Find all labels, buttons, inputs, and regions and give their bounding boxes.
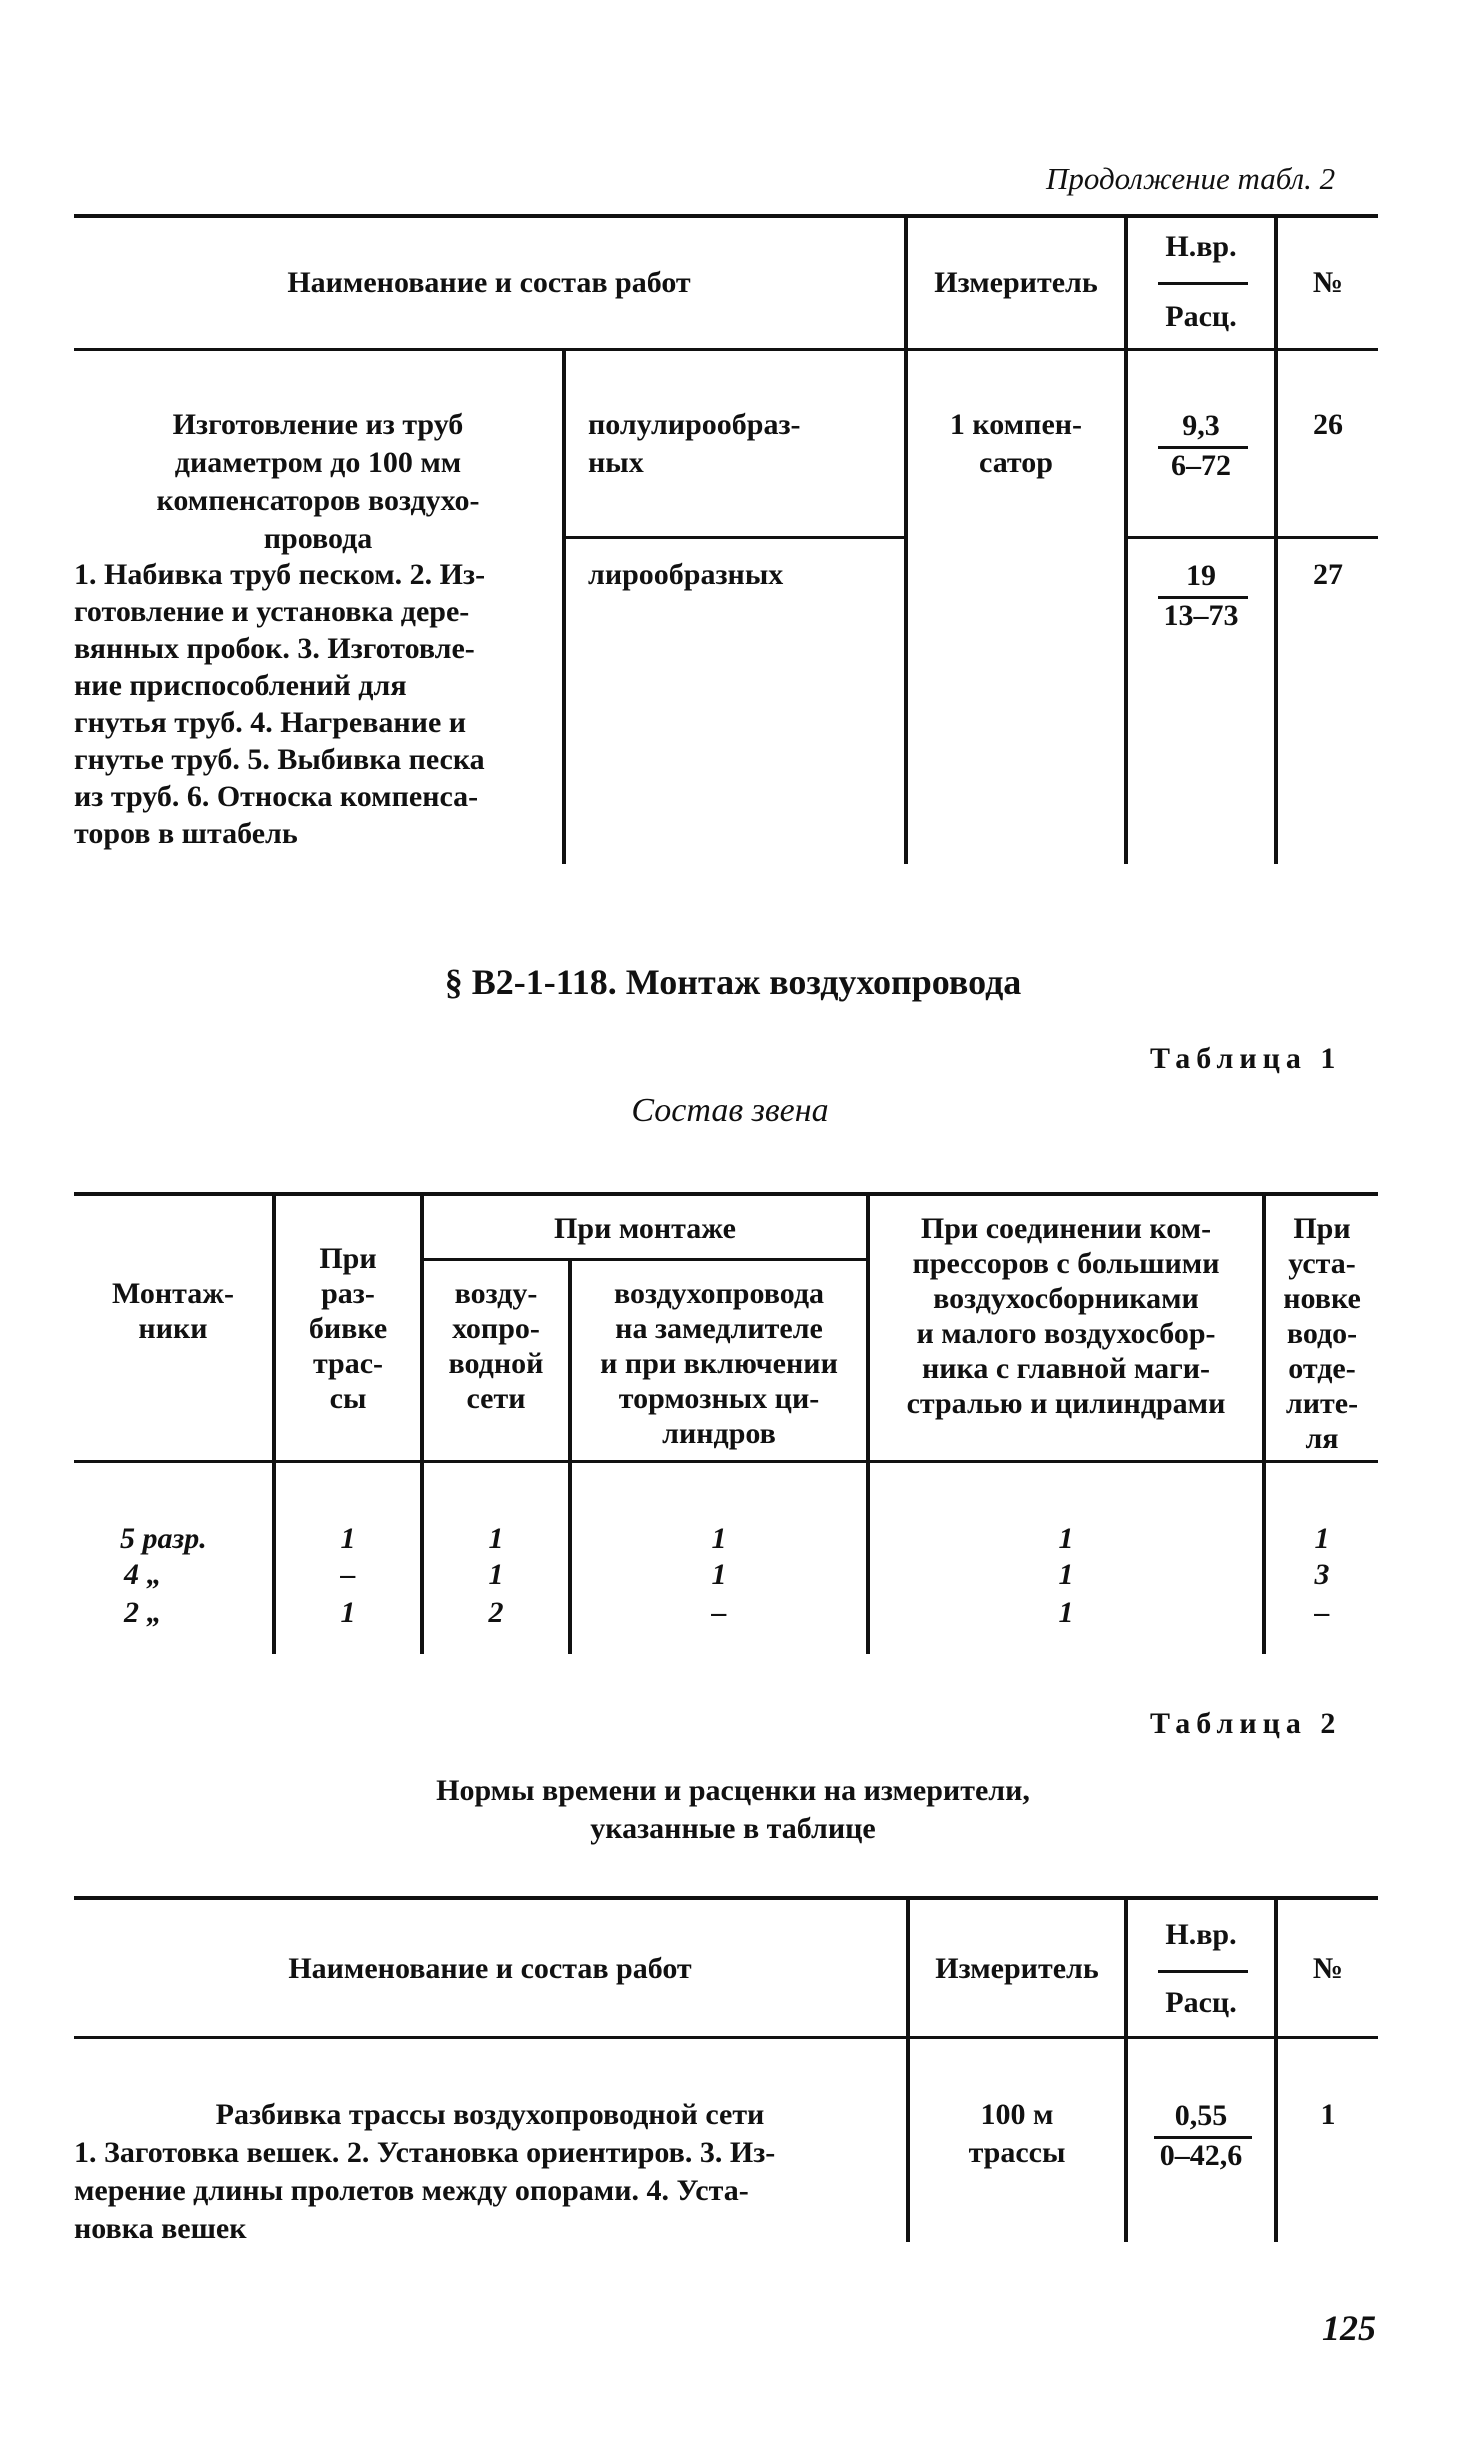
t2-row-rasc: 0–42,6	[1159, 2139, 1243, 2172]
t1-row1-c1: 1	[340, 1522, 356, 1555]
t1-header-airnet-4: сети	[466, 1382, 526, 1415]
t1-header-separator-2: уста-	[1288, 1247, 1356, 1280]
table2-caption-2: указанные в таблице	[590, 1812, 876, 1845]
header-num: №	[1312, 266, 1344, 299]
t1-header-separator-5: отде-	[1288, 1352, 1356, 1385]
t1-row2-c5: 3	[1314, 1558, 1330, 1591]
t2-header-measure: Измеритель	[935, 1952, 1099, 1985]
nvr-row1: 9,3	[1182, 409, 1220, 442]
t2-row-desc-2: мерение длины пролетов между опорами. 4. Уста-	[74, 2174, 749, 2207]
t1-header-separator-6: лите-	[1285, 1387, 1359, 1420]
t1-row2-c3: 1	[711, 1558, 727, 1591]
table2-label: Таблица 2	[1150, 1707, 1342, 1740]
t1-row1-c4: 1	[1058, 1522, 1074, 1555]
header-name: Наименование и состав работ	[287, 266, 691, 299]
table1-caption: Состав звена	[631, 1092, 829, 1129]
type-row2-line1: лирообразных	[588, 558, 784, 591]
page-number: 125	[1322, 2308, 1376, 2348]
section-title: § В2-1-118. Монтаж воздухопровода	[444, 962, 1022, 1002]
work-title-2: диаметром до 100 мм	[174, 446, 462, 479]
num-row2: 27	[1313, 558, 1343, 591]
t1-row3-c3: –	[711, 1596, 727, 1629]
table2-caption-1: Нормы времени и расценки на измерители,	[436, 1774, 1030, 1807]
t1-header-installers-2: ники	[138, 1312, 208, 1345]
rasc-row2: 13–73	[1163, 599, 1239, 632]
t2-row-measure-1: 100 м	[980, 2098, 1054, 2131]
work-desc-7: из труб. 6. Относка компенса-	[74, 780, 479, 813]
t1-header-compressors-4: и малого воздухосбор-	[916, 1317, 1216, 1350]
t1-row3-c2: 2	[488, 1596, 504, 1629]
measure-line2: сатор	[979, 446, 1053, 479]
t1-header-installers-1: Монтаж-	[111, 1277, 235, 1310]
t1-header-airbrake-5: линдров	[662, 1417, 776, 1450]
t1-row1-c3: 1	[711, 1522, 727, 1555]
t1-header-airnet-1: возду-	[454, 1277, 538, 1310]
t1-header-separator-3: новке	[1283, 1282, 1361, 1315]
t1-row3-c4: 1	[1058, 1596, 1074, 1629]
t1-header-mounting: При монтаже	[554, 1212, 736, 1245]
t2-row-num: 1	[1320, 2098, 1336, 2131]
t2-header-name: Наименование и состав работ	[288, 1952, 692, 1985]
t1-header-airbrake-2: на замедлителе	[615, 1312, 823, 1345]
t1-header-layout-3: бивке	[308, 1312, 388, 1345]
t2-row-desc-3: новка вешек	[74, 2212, 247, 2245]
t2-header-rasc: Расц.	[1165, 1986, 1237, 2019]
t1-header-airbrake-4: тормозных ци-	[618, 1382, 820, 1415]
t1-header-compressors-2: прессоров с большими	[912, 1247, 1220, 1280]
t1-header-airnet-3: водной	[448, 1347, 544, 1380]
work-desc-4: ние приспособлений для	[74, 669, 407, 702]
work-title-4: провода	[263, 522, 373, 555]
continuation-label: Продолжение табл. 2	[1046, 161, 1336, 196]
work-desc-5: гнутья труб. 4. Нагревание и	[74, 706, 467, 739]
t2-row-nvr: 0,55	[1174, 2099, 1228, 2132]
type-row1-line2: ных	[588, 446, 644, 479]
t2-row-measure-2: трассы	[968, 2136, 1066, 2169]
t1-row3-grade: 2 „	[124, 1596, 162, 1629]
work-title-1: Изготовление из труб	[172, 408, 464, 441]
work-title-3: компенсаторов воздухо-	[156, 484, 480, 517]
rasc-row1: 6–72	[1171, 449, 1231, 482]
measure-line1: 1 компен-	[949, 408, 1083, 441]
t1-row1-c5: 1	[1314, 1522, 1330, 1555]
t2-header-nvr: Н.вр.	[1165, 1918, 1237, 1951]
work-desc-3: вянных пробок. 3. Изготовле-	[74, 632, 475, 665]
work-desc-2: готовление и установка дере-	[74, 595, 470, 628]
work-desc-1: 1. Набивка труб песком. 2. Из-	[74, 558, 486, 591]
t1-row3-c5: –	[1314, 1596, 1330, 1629]
t1-row2-c4: 1	[1058, 1558, 1074, 1591]
t1-header-layout-4: трас-	[312, 1347, 384, 1380]
nvr-row2: 19	[1186, 559, 1216, 592]
num-row1: 26	[1313, 408, 1343, 441]
t1-header-airbrake-1: воздухопровода	[613, 1277, 825, 1310]
t1-header-separator-4: водо-	[1286, 1317, 1358, 1350]
t1-header-layout-5: сы	[329, 1382, 367, 1415]
t1-row3-c1: 1	[340, 1596, 356, 1629]
t1-header-compressors-6: стралью и цилиндрами	[906, 1387, 1226, 1420]
t1-header-airnet-2: хопро-	[452, 1312, 540, 1345]
t1-header-compressors-1: При соединении ком-	[920, 1212, 1212, 1245]
t1-header-separator-7: ля	[1305, 1422, 1339, 1455]
t1-header-layout-2: раз-	[321, 1277, 375, 1310]
t1-header-layout-1: При	[319, 1242, 377, 1275]
t1-header-airbrake-3: и при включении	[600, 1347, 838, 1380]
work-desc-8: торов в штабель	[74, 817, 298, 850]
t1-row1-c2: 1	[488, 1522, 504, 1555]
t2-row-title: Разбивка трассы воздухопроводной сети	[215, 2098, 765, 2131]
table1-label: Таблица 1	[1150, 1042, 1342, 1075]
t2-row-desc-1: 1. Заготовка вешек. 2. Установка ориентиров. 3. Из-	[74, 2136, 776, 2169]
t1-row2-c2: 1	[488, 1558, 504, 1591]
header-measure: Измеритель	[934, 266, 1098, 299]
t1-header-compressors-5: ника с главной маги-	[921, 1352, 1211, 1385]
header-rasc: Расц.	[1165, 300, 1237, 333]
header-nvr: Н.вр.	[1165, 230, 1237, 263]
t2-header-num: №	[1312, 1952, 1344, 1985]
t1-header-compressors-3: воздухосборниками	[933, 1282, 1199, 1315]
t1-row1-grade: 5 разр.	[120, 1522, 207, 1555]
t1-header-separator-1: При	[1293, 1212, 1351, 1245]
t1-row2-c1: –	[340, 1558, 356, 1591]
t1-row2-grade: 4 „	[124, 1558, 162, 1591]
type-row1-line1: полулирообраз-	[588, 408, 801, 441]
work-desc-6: гнутье труб. 5. Выбивка песка	[74, 743, 485, 776]
